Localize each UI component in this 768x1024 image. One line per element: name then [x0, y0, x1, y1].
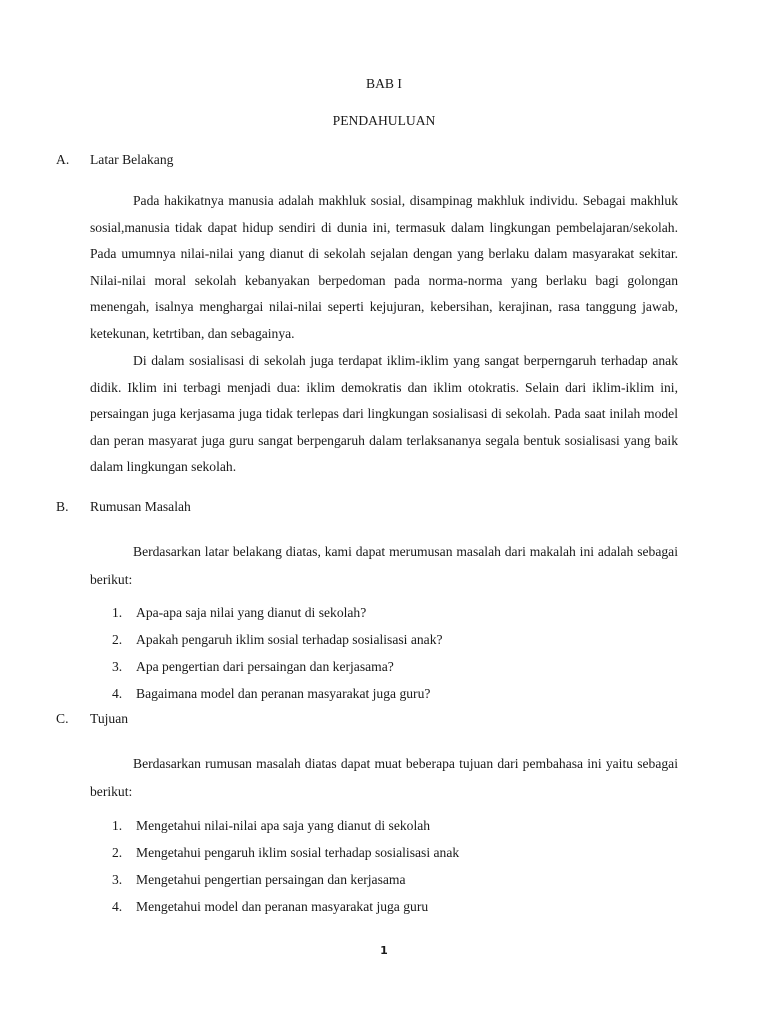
section-a-paragraph-1-text: Pada hakikatnya manusia adalah makhluk sosial, disampinag makhluk individu. Sebagai makhluk sosial,manusia tidak dapat hidup sendiri di dunia ini, termasuk dalam lingkungan pembelajaran/sekolah. Pada umumnya nilai-nilai yang dianut di sekolah sejalan dengan yang berlaku dalam masyarakat sekitar. Nilai-nilai moral sekolah kebanyakan berpedoman pada norma-norma yang berlaku bagi golongan menengah, isalnya menghargai nilai-nilai seperti kejujuran, kebersihan, kerajinan, rasa tanggung jawab, ketekunan, ketrtiban, dan sebagainya.: [90, 193, 678, 341]
list-item: Apa-apa saja nilai yang dianut di sekolah?: [136, 605, 367, 620]
list-item: Mengetahui pengertian persaingan dan kerjasama: [136, 872, 406, 887]
section-b-intro-text: Berdasarkan latar belakang diatas, kami dapat merumusan masalah dari makalah ini adalah sebagai berikut:: [90, 544, 678, 587]
section-a-paragraph-1: [90, 188, 678, 348]
page-number: 1: [380, 944, 388, 957]
list-item-number: 1.: [112, 605, 123, 620]
list-item-number: 2.: [112, 632, 123, 647]
list-item-number: 4.: [112, 686, 123, 701]
list-item: Bagaimana model dan peranan masyarakat juga guru?: [136, 686, 431, 701]
section-b-letter: B.: [56, 499, 69, 514]
chapter-number: BAB I: [366, 76, 402, 91]
list-item-number: 1.: [112, 818, 123, 833]
list-item: Mengetahui nilai-nilai apa saja yang dianut di sekolah: [136, 818, 431, 833]
section-c-letter: C.: [56, 711, 69, 726]
section-c-intro-text: Berdasarkan rumusan masalah diatas dapat muat beberapa tujuan dari pembahasa ini yaitu sebagai berikut:: [90, 756, 678, 799]
list-item-number: 2.: [112, 845, 123, 860]
section-a-paragraph-2: [90, 348, 678, 481]
section-b-intro: [90, 538, 678, 594]
list-item-number: 4.: [112, 899, 123, 914]
section-a-paragraph-2-text: Di dalam sosialisasi di sekolah juga terdapat iklim-iklim yang sangat berperngaruh terhadap anak didik. Iklim ini terbagi menjadi dua: iklim demokratis dan iklim otokratis. Selain dari iklim-iklim ini, persaingan juga kerjasama juga tidak terlepas dari lingkungan sosialisasi di sekolah. Pada saat inilah model dan peran masyarat juga guru sangat berpengaruh dalam terlaksananya segala bentuk sosialisasi yang baik dalam lingkungan sekolah.: [90, 353, 678, 475]
list-item: Apakah pengaruh iklim sosial terhadap sosialisasi anak?: [136, 632, 443, 647]
chapter-title: PENDAHULUAN: [332, 113, 436, 128]
list-item-number: 3.: [112, 659, 123, 674]
section-a-title: Latar Belakang: [90, 152, 174, 167]
section-a-letter: A.: [56, 152, 70, 167]
list-item: Apa pengertian dari persaingan dan kerjasama?: [136, 659, 394, 674]
list-item: Mengetahui model dan peranan masyarakat juga guru: [136, 899, 429, 914]
list-item: Mengetahui pengaruh iklim sosial terhadap sosialisasi anak: [136, 845, 460, 860]
section-c-title: Tujuan: [90, 711, 129, 726]
list-item-number: 3.: [112, 872, 123, 887]
section-b-title: Rumusan Masalah: [90, 499, 191, 514]
section-c-intro: [90, 750, 678, 806]
